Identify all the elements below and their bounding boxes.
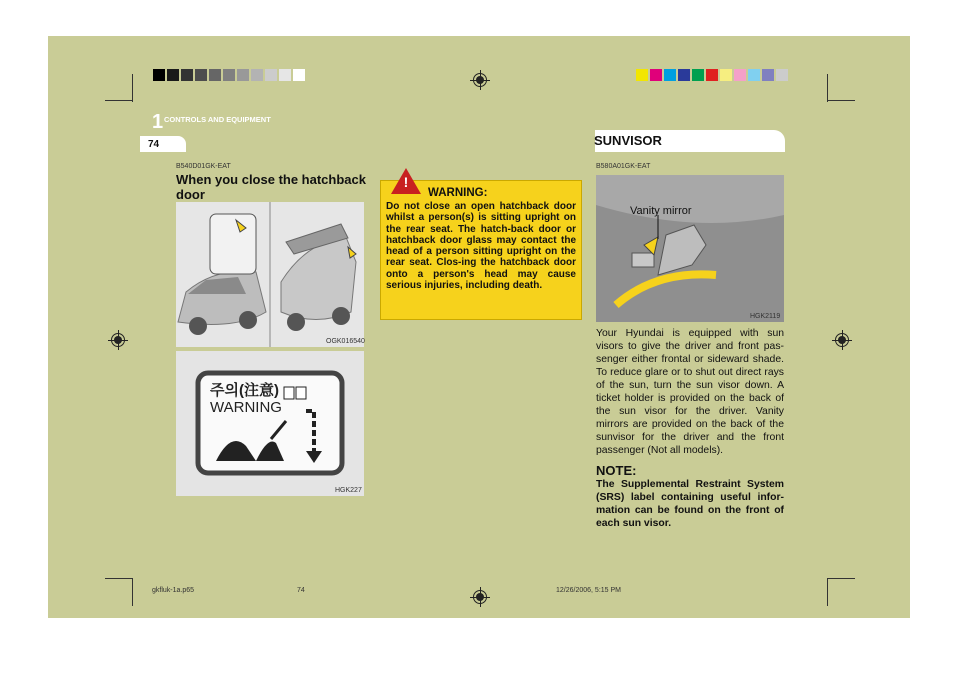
color-swatch xyxy=(762,69,774,81)
page-number-tab xyxy=(140,136,186,152)
color-swatch xyxy=(293,69,305,81)
color-swatch xyxy=(209,69,221,81)
crop-mark xyxy=(827,578,828,606)
sunvisor-body-text: Your Hyundai is equipped with sun visors to give the driver and front pas-senger either frontal or sideward shade. To reduce glare or to shut out direct rays of the sun, turn the sun visor down. A ticket holder is provided on the back of the sun visor for the driver. Vanity mirrors are provided on the back of the sunvisor for the driver and the front passenger (Not all models). xyxy=(596,328,784,456)
section-title: SUNVISOR xyxy=(594,133,662,148)
note-title: NOTE: xyxy=(596,463,637,478)
color-swatch xyxy=(748,69,760,81)
color-swatch xyxy=(636,69,648,81)
registration-mark-icon xyxy=(108,330,128,350)
color-swatch xyxy=(195,69,207,81)
color-swatch xyxy=(776,69,788,81)
section-heading: When you close the hatchback door xyxy=(176,172,366,202)
crop-mark xyxy=(105,100,133,101)
footer-file-name: gkfluk-1a.p65 xyxy=(152,587,195,594)
page-number: 74 xyxy=(148,139,160,150)
warning-title: WARNING: xyxy=(428,187,488,199)
footer-page-ref: 74 xyxy=(297,587,305,594)
hatchback-illustration xyxy=(176,202,364,347)
image-caption: Vanity mirror xyxy=(630,205,692,217)
color-swatch xyxy=(237,69,249,81)
color-swatch xyxy=(650,69,662,81)
registration-mark-icon xyxy=(832,330,852,350)
color-swatch xyxy=(265,69,277,81)
crop-mark xyxy=(827,100,855,101)
crop-mark xyxy=(132,578,133,606)
warning-label-korean: 주의(注意) xyxy=(210,382,279,399)
color-swatch xyxy=(181,69,193,81)
chapter-number: 1 xyxy=(152,111,164,133)
crop-mark xyxy=(827,74,828,102)
color-swatch xyxy=(251,69,263,81)
color-swatch xyxy=(706,69,718,81)
chapter-title: CONTROLS AND EQUIPMENT xyxy=(164,115,271,124)
image-code: HGK2119 xyxy=(750,313,781,320)
registration-mark-icon xyxy=(470,70,490,90)
color-swatch xyxy=(153,69,165,81)
color-swatch xyxy=(678,69,690,81)
color-swatch xyxy=(734,69,746,81)
exclamation-icon: ! xyxy=(403,174,409,190)
color-swatch xyxy=(720,69,732,81)
image-code: HGK227 xyxy=(335,487,362,494)
crop-mark xyxy=(132,74,133,102)
color-swatch xyxy=(692,69,704,81)
color-swatch xyxy=(167,69,179,81)
color-swatch xyxy=(223,69,235,81)
crop-mark xyxy=(827,578,855,579)
registration-mark-icon xyxy=(470,587,490,607)
note-text: The Supplemental Restraint System (SRS) label containing useful infor-mation can be found on the front of each sun visor. xyxy=(596,479,784,529)
sunvisor-illustration xyxy=(596,175,784,322)
warning-label-english: WARNING xyxy=(210,399,282,416)
section-code: B580A01GK-EAT xyxy=(596,163,651,170)
footer-timestamp: 12/26/2006, 5:15 PM xyxy=(556,587,621,594)
color-swatch xyxy=(664,69,676,81)
crop-mark xyxy=(105,578,133,579)
color-swatch xyxy=(279,69,291,81)
warning-label-illustration xyxy=(176,351,364,496)
section-code: B540D01GK-EAT xyxy=(176,163,231,170)
warning-text: Do not close an open hatchback door whilst a person(s) is sitting upright on the rear seat. The hatch-back door or hatchback door glass may contact the head of a person sitting upright on the rear seat. Clos-ing the hatchback door onto a person's head may cause serious injuries, including death. xyxy=(386,201,576,292)
image-code: OGK016540 xyxy=(326,338,365,345)
warning-box xyxy=(380,180,582,320)
